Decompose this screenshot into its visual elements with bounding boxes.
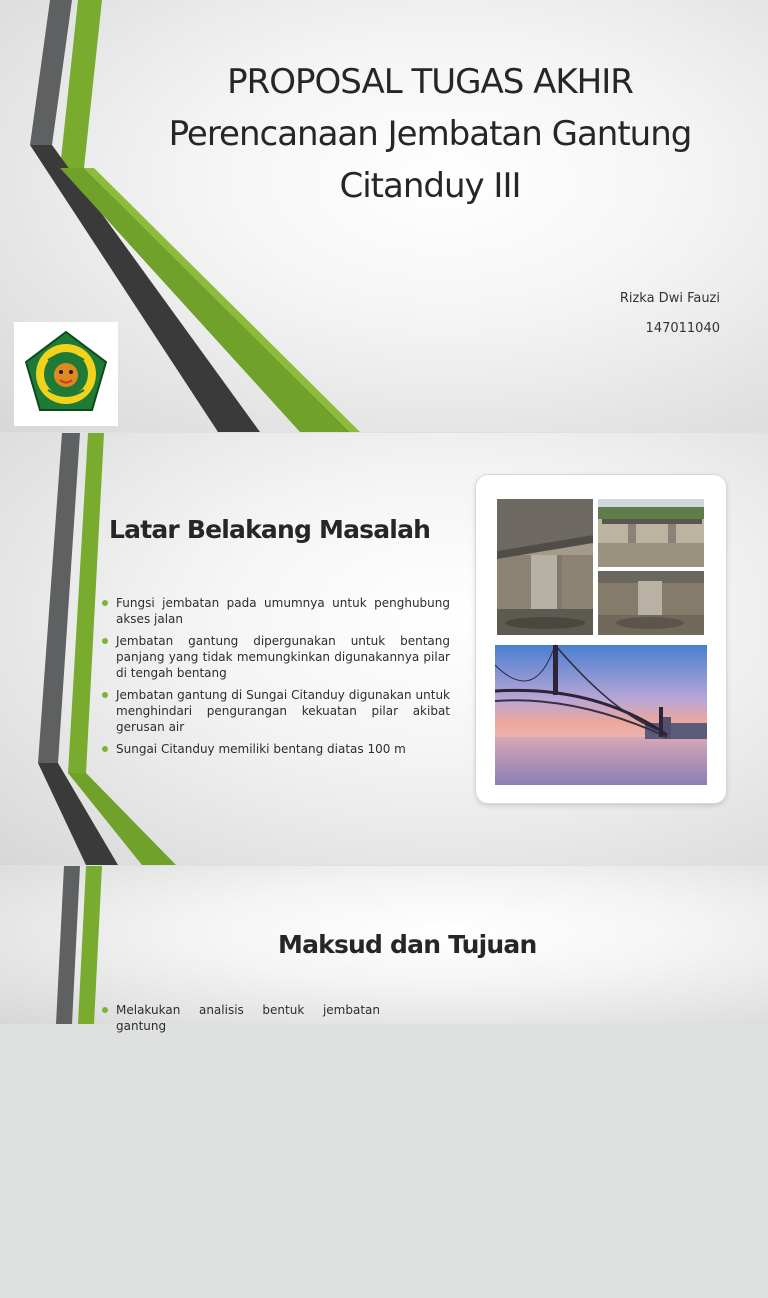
- bullet-list: [100, 1002, 380, 1040]
- author-id: 147011040: [645, 321, 720, 336]
- bullet-item: Jembatan gantung di Sungai Citanduy digunakan untuk menghindari pengurangan kekuatan pilar akibat gerusan air: [100, 687, 450, 735]
- title-line-1: PROPOSAL TUGAS AKHIR: [227, 62, 633, 102]
- section-heading: Latar Belakang Masalah: [109, 515, 431, 544]
- bridge-river-photo: [598, 499, 704, 567]
- slide-title[interactable]: [0, 0, 768, 432]
- scoured-pier-photo: [598, 571, 704, 635]
- section-heading: Maksud dan Tujuan: [278, 930, 537, 959]
- bullet-item: Sungai Citanduy memiliki bentang diatas 100 m: [100, 741, 450, 757]
- photo-card: [476, 475, 726, 803]
- title-line-2: Perencanaan Jembatan Gantung: [168, 114, 692, 154]
- title-line-3: Citanduy III: [339, 166, 521, 206]
- bullet-item: Jembatan gantung dipergunakan untuk bentang panjang yang tidak memungkinkan digunakannya pilar di tengah bentang: [100, 633, 450, 681]
- bullet-list: [100, 595, 450, 763]
- bridge-pier-photo: [497, 499, 593, 635]
- bullet-item: Fungsi jembatan pada umumnya untuk penghubung akses jalan: [100, 595, 450, 627]
- slide-latar-belakang[interactable]: [0, 433, 768, 865]
- university-seal-icon: [14, 322, 118, 426]
- slide-maksud-tujuan[interactable]: [0, 866, 768, 1033]
- author-name: Rizka Dwi Fauzi: [619, 291, 720, 306]
- bullet-item: Melakukan analisis bentuk jembatan gantung: [100, 1002, 380, 1034]
- suspension-bridge-sunset-photo: [495, 645, 707, 785]
- university-logo: [14, 322, 118, 426]
